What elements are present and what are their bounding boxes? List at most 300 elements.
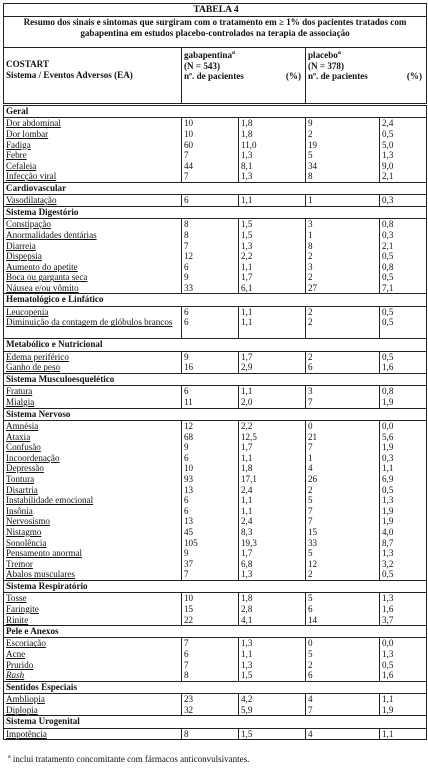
- column-header-gabapentina: [182, 48, 306, 105]
- event-name-cell: Dor abdominal: [4, 118, 182, 129]
- gabapentina-count-cell: 7: [182, 569, 239, 580]
- section-row: [4, 626, 427, 638]
- event-name-cell: Incoordenação: [4, 453, 182, 464]
- table-row: [4, 604, 427, 615]
- placebo-count-cell: 26: [306, 474, 380, 485]
- placebo-pct-cell: 8,7: [380, 538, 427, 549]
- event-name-cell: Rash: [4, 670, 182, 681]
- event-name-cell: Diplopia: [4, 705, 182, 716]
- gabapentina-pct-cell: 11,0: [239, 140, 306, 151]
- gabapentina-count-cell: 9: [182, 272, 239, 283]
- placebo-pct-cell: 0,5: [380, 660, 427, 671]
- placebo-count-cell: 8: [306, 171, 380, 182]
- event-name-cell: Constipação: [4, 219, 182, 230]
- gabapentina-pct-cell: 6,1: [239, 283, 306, 294]
- event-name-cell: Instabilidade emocional: [4, 495, 182, 506]
- table-row: [4, 569, 427, 580]
- placebo-pct-cell: 3,2: [380, 559, 427, 570]
- placebo-count-cell: 7: [306, 516, 380, 527]
- table-row: [4, 593, 427, 604]
- event-name-cell: Ambliopia: [4, 694, 182, 705]
- placebo-pct-cell: 0,0: [380, 421, 427, 432]
- gabapentina-pct-cell: 1,1: [239, 495, 306, 506]
- placebo-count-cell: 2: [306, 306, 380, 317]
- gabapentina-count-cell: 12: [182, 251, 239, 262]
- table-row: [4, 548, 427, 559]
- placebo-pct-cell: 0,5: [380, 485, 427, 496]
- gabapentina-count-cell: 6: [182, 506, 239, 517]
- table-row: [4, 317, 427, 339]
- table-row: [4, 705, 427, 716]
- gabapentina-pct-cell: 1,3: [239, 569, 306, 580]
- table-row: [4, 694, 427, 705]
- placebo-pct-cell: 1,9: [380, 397, 427, 408]
- placebo-count-cell: 2: [306, 485, 380, 496]
- placebo-pct-cell: 1,6: [380, 604, 427, 615]
- table-row: [4, 615, 427, 626]
- table-row: [4, 118, 427, 129]
- placebo-count-cell: 4: [306, 694, 380, 705]
- table-row: [4, 241, 427, 252]
- placebo-pct-cell: 0,3: [380, 195, 427, 207]
- placebo-count-cell: 2: [306, 251, 380, 262]
- placebo-pct-cell: 7,1: [380, 283, 427, 294]
- placebo-count-cell: 19: [306, 140, 380, 151]
- gabapentina-pct-cell: 1,3: [239, 150, 306, 161]
- gabapentina-pct-cell: 19,3: [239, 538, 306, 549]
- gabapentina-count-cell: 45: [182, 527, 239, 538]
- gabapentina-count-cell: 11: [182, 397, 239, 408]
- placebo-pct-cell: 0,5: [380, 129, 427, 140]
- placebo-pct-cell: 0,8: [380, 219, 427, 230]
- table-row: [4, 230, 427, 241]
- section-row: [4, 105, 427, 118]
- gabapentina-pct-cell: 1,1: [239, 317, 306, 339]
- section-row: [4, 716, 427, 728]
- table-row: [4, 161, 427, 172]
- placebo-pct-cell: 0,5: [380, 306, 427, 317]
- placebo-count-cell: 2: [306, 129, 380, 140]
- gabapentina-pct-cell: 1,1: [239, 195, 306, 207]
- gabapentina-pct-cell: 1,1: [239, 649, 306, 660]
- event-name-cell: Nistagmo: [4, 527, 182, 538]
- event-name-cell: Insônia: [4, 506, 182, 517]
- event-name-cell: Dor lombar: [4, 129, 182, 140]
- table-row: [4, 474, 427, 485]
- event-name-cell: Depressão: [4, 463, 182, 474]
- gabapentina-count-cell: 7: [182, 171, 239, 182]
- section-heading: Sistema Nervoso: [4, 408, 427, 420]
- placebo-pct-cell: 2,1: [380, 171, 427, 182]
- gabapentina-count-cell: 10: [182, 463, 239, 474]
- placebo-pct-cell: 3,7: [380, 615, 427, 626]
- gabapentina-pct-cell: 1,7: [239, 351, 306, 362]
- placebo-pct-cell: 0,5: [380, 569, 427, 580]
- gabapentina-pct-cell: 2,9: [239, 362, 306, 373]
- event-name-cell: Boca ou garganta seca: [4, 272, 182, 283]
- table-row: [4, 649, 427, 660]
- placebo-count-cell: 5: [306, 495, 380, 506]
- placebo-count-cell: 21: [306, 432, 380, 443]
- gabapentina-count-cell: 8: [182, 670, 239, 681]
- placebo-count-cell: 5: [306, 649, 380, 660]
- table-row: [4, 442, 427, 453]
- gabapentina-pct-cell: 6,8: [239, 559, 306, 570]
- placebo-count-cell: 15: [306, 527, 380, 538]
- event-name-cell: Confusão: [4, 442, 182, 453]
- event-name-cell: Cefaleia: [4, 161, 182, 172]
- placebo-pct-cell: 1,9: [380, 442, 427, 453]
- placebo-count-cell: 12: [306, 559, 380, 570]
- gabapentina-pct-cell: 8,1: [239, 161, 306, 172]
- drug-b-pct-label: (%): [406, 71, 423, 82]
- gabapentina-count-cell: 8: [182, 230, 239, 241]
- gabapentina-pct-cell: 1,5: [239, 219, 306, 230]
- event-name-cell: Sonolência: [4, 538, 182, 549]
- event-name-cell: Tontura: [4, 474, 182, 485]
- gabapentina-count-cell: 8: [182, 219, 239, 230]
- gabapentina-pct-cell: 1,5: [239, 728, 306, 740]
- section-heading: Sistema Respiratório: [4, 580, 427, 592]
- placebo-pct-cell: 1,3: [380, 150, 427, 161]
- table-row: [4, 397, 427, 408]
- placebo-count-cell: 6: [306, 670, 380, 681]
- gabapentina-pct-cell: 1,1: [239, 453, 306, 464]
- placebo-count-cell: 27: [306, 283, 380, 294]
- placebo-count-cell: 2: [306, 317, 380, 339]
- placebo-pct-cell: 1,1: [380, 463, 427, 474]
- gabapentina-count-cell: 9: [182, 548, 239, 559]
- gabapentina-count-cell: 8: [182, 728, 239, 740]
- placebo-count-cell: 33: [306, 538, 380, 549]
- section-heading: Sistema Urogenital: [4, 716, 427, 728]
- placebo-count-cell: 1: [306, 230, 380, 241]
- event-name-cell: Escoriação: [4, 638, 182, 649]
- table-row: [4, 728, 427, 740]
- event-name-cell: Fadiga: [4, 140, 182, 151]
- section-row: [4, 374, 427, 386]
- event-name-cell: Anormalidades dentárias: [4, 230, 182, 241]
- gabapentina-pct-cell: 4,1: [239, 615, 306, 626]
- costart-label: COSTART: [6, 59, 49, 69]
- placebo-count-cell: 6: [306, 604, 380, 615]
- placebo-pct-cell: 1,6: [380, 670, 427, 681]
- event-name-cell: Abalos musculares: [4, 569, 182, 580]
- gabapentina-count-cell: 37: [182, 559, 239, 570]
- gabapentina-pct-cell: 1,8: [239, 129, 306, 140]
- section-heading: Sentidos Especiais: [4, 681, 427, 693]
- gabapentina-count-cell: 6: [182, 262, 239, 273]
- gabapentina-count-cell: 44: [182, 161, 239, 172]
- placebo-count-cell: 2: [306, 569, 380, 580]
- gabapentina-pct-cell: 1,1: [239, 386, 306, 397]
- event-name-cell: Faringite: [4, 604, 182, 615]
- gabapentina-count-cell: 22: [182, 615, 239, 626]
- gabapentina-pct-cell: 1,1: [239, 262, 306, 273]
- placebo-pct-cell: 0,3: [380, 453, 427, 464]
- table-row: [4, 219, 427, 230]
- drug-b-superscript: a: [337, 50, 341, 56]
- gabapentina-count-cell: 60: [182, 140, 239, 151]
- placebo-count-cell: 3: [306, 386, 380, 397]
- event-name-cell: Disartria: [4, 485, 182, 496]
- table-row: [4, 453, 427, 464]
- gabapentina-pct-cell: 1,1: [239, 506, 306, 517]
- drug-a-name: gabapentina: [184, 50, 233, 61]
- table-row: [4, 432, 427, 443]
- section-heading: Pele e Anexos: [4, 626, 427, 638]
- event-name-cell: Tremor: [4, 559, 182, 570]
- column-header-placebo: [306, 48, 427, 105]
- placebo-count-cell: 4: [306, 728, 380, 740]
- gabapentina-count-cell: 15: [182, 604, 239, 615]
- gabapentina-pct-cell: 1,3: [239, 241, 306, 252]
- table-row: [4, 306, 427, 317]
- section-row: [4, 339, 427, 351]
- gabapentina-count-cell: 12: [182, 421, 239, 432]
- placebo-count-cell: 9: [306, 118, 380, 129]
- footnote-marker: a: [8, 754, 11, 760]
- placebo-count-cell: 2: [306, 660, 380, 671]
- placebo-pct-cell: 1,9: [380, 516, 427, 527]
- gabapentina-pct-cell: 1,1: [239, 306, 306, 317]
- gabapentina-pct-cell: 2,4: [239, 485, 306, 496]
- gabapentina-count-cell: 7: [182, 241, 239, 252]
- gabapentina-pct-cell: 5,9: [239, 705, 306, 716]
- table-row: [4, 538, 427, 549]
- section-heading: Hematológico e Linfático: [4, 294, 427, 306]
- gabapentina-pct-cell: 1,5: [239, 670, 306, 681]
- event-name-cell: Febre: [4, 150, 182, 161]
- section-row: [4, 182, 427, 194]
- table-row: [4, 171, 427, 182]
- drug-b-count-label: nº. de pacientes: [308, 71, 368, 82]
- table-row: [4, 262, 427, 273]
- event-name-cell: Infecção viral: [4, 171, 182, 182]
- gabapentina-count-cell: 6: [182, 306, 239, 317]
- table-row: [4, 362, 427, 373]
- placebo-count-cell: 7: [306, 397, 380, 408]
- section-heading: Cardiovascular: [4, 182, 427, 194]
- gabapentina-count-cell: 6: [182, 317, 239, 339]
- section-row: [4, 580, 427, 592]
- gabapentina-count-cell: 23: [182, 694, 239, 705]
- gabapentina-pct-cell: 1,7: [239, 272, 306, 283]
- placebo-count-cell: 5: [306, 548, 380, 559]
- table-row: [4, 506, 427, 517]
- table-row: [4, 272, 427, 283]
- gabapentina-count-cell: 9: [182, 442, 239, 453]
- event-name-cell: Tosse: [4, 593, 182, 604]
- placebo-pct-cell: 0,0: [380, 638, 427, 649]
- section-row: [4, 681, 427, 693]
- gabapentina-pct-cell: 1,8: [239, 463, 306, 474]
- drug-a-pct-label: (%): [285, 71, 301, 82]
- gabapentina-count-cell: 93: [182, 474, 239, 485]
- event-name-cell: Rinite: [4, 615, 182, 626]
- event-name-cell: Ataxia: [4, 432, 182, 443]
- event-name-cell: Leucopenia: [4, 306, 182, 317]
- event-name-cell: Ganho de peso: [4, 362, 182, 373]
- column-header-system: [4, 48, 182, 105]
- event-name-cell: Acne: [4, 649, 182, 660]
- placebo-pct-cell: 1,3: [380, 495, 427, 506]
- table-title: TABELA 4: [4, 4, 427, 17]
- table-row: [4, 195, 427, 207]
- section-heading: Metabólico e Nutricional: [4, 339, 427, 351]
- placebo-count-cell: 0: [306, 638, 380, 649]
- section-heading: Geral: [4, 105, 427, 118]
- event-name-cell: Fratura: [4, 386, 182, 397]
- gabapentina-pct-cell: 1,3: [239, 171, 306, 182]
- event-name-cell: Impotência: [4, 728, 182, 740]
- section-row: [4, 294, 427, 306]
- placebo-pct-cell: 1,3: [380, 548, 427, 559]
- gabapentina-count-cell: 6: [182, 649, 239, 660]
- placebo-pct-cell: 1,3: [380, 649, 427, 660]
- gabapentina-count-cell: 9: [182, 351, 239, 362]
- placebo-count-cell: 14: [306, 615, 380, 626]
- drug-a-n: (N = 543): [184, 60, 220, 71]
- placebo-pct-cell: 1,9: [380, 506, 427, 517]
- table-row: [4, 670, 427, 681]
- table-row: [4, 559, 427, 570]
- placebo-pct-cell: 2,1: [380, 241, 427, 252]
- placebo-count-cell: 3: [306, 219, 380, 230]
- gabapentina-pct-cell: 4,2: [239, 694, 306, 705]
- gabapentina-count-cell: 16: [182, 362, 239, 373]
- footnote: [8, 754, 249, 764]
- placebo-pct-cell: 1,1: [380, 728, 427, 740]
- section-row: [4, 206, 427, 218]
- gabapentina-count-cell: 6: [182, 453, 239, 464]
- section-heading: Sistema Digestório: [4, 206, 427, 218]
- gabapentina-pct-cell: 1,8: [239, 118, 306, 129]
- gabapentina-pct-cell: 2,4: [239, 516, 306, 527]
- gabapentina-count-cell: 10: [182, 129, 239, 140]
- placebo-pct-cell: 1,3: [380, 593, 427, 604]
- event-name-cell: Edema periférico: [4, 351, 182, 362]
- placebo-pct-cell: 0,3: [380, 230, 427, 241]
- gabapentina-count-cell: 6: [182, 386, 239, 397]
- section-heading: Sistema Musculoesquelético: [4, 374, 427, 386]
- placebo-pct-cell: 9,0: [380, 161, 427, 172]
- event-name-cell: Nervosismo: [4, 516, 182, 527]
- placebo-pct-cell: 0,5: [380, 272, 427, 283]
- event-name-cell: Prurido: [4, 660, 182, 671]
- drug-a-superscript: a: [232, 50, 236, 56]
- table-row: [4, 527, 427, 538]
- table-row: [4, 150, 427, 161]
- placebo-count-cell: 5: [306, 150, 380, 161]
- event-name-cell: Mialgia: [4, 397, 182, 408]
- gabapentina-pct-cell: 2,2: [239, 251, 306, 262]
- gabapentina-count-cell: 6: [182, 195, 239, 207]
- placebo-pct-cell: 1,6: [380, 362, 427, 373]
- placebo-pct-cell: 1,1: [380, 694, 427, 705]
- placebo-pct-cell: 4,0: [380, 527, 427, 538]
- placebo-count-cell: 2: [306, 351, 380, 362]
- gabapentina-count-cell: 7: [182, 660, 239, 671]
- gabapentina-count-cell: 68: [182, 432, 239, 443]
- table-row: [4, 495, 427, 506]
- gabapentina-pct-cell: 1,5: [239, 230, 306, 241]
- table-row: [4, 463, 427, 474]
- placebo-count-cell: 4: [306, 463, 380, 474]
- gabapentina-count-cell: 33: [182, 283, 239, 294]
- placebo-count-cell: 1: [306, 195, 380, 207]
- event-name-cell: Diarreia: [4, 241, 182, 252]
- gabapentina-count-cell: 7: [182, 150, 239, 161]
- placebo-count-cell: 7: [306, 442, 380, 453]
- placebo-pct-cell: 2,4: [380, 118, 427, 129]
- placebo-count-cell: 1: [306, 453, 380, 464]
- drug-b-name: placebo: [308, 50, 338, 61]
- placebo-pct-cell: 6,9: [380, 474, 427, 485]
- placebo-count-cell: 2: [306, 272, 380, 283]
- placebo-pct-cell: 0,8: [380, 262, 427, 273]
- event-name-cell: Amnésia: [4, 421, 182, 432]
- placebo-pct-cell: 5,6: [380, 432, 427, 443]
- gabapentina-count-cell: 7: [182, 638, 239, 649]
- gabapentina-pct-cell: 2,8: [239, 604, 306, 615]
- placebo-count-cell: 6: [306, 362, 380, 373]
- placebo-count-cell: 3: [306, 262, 380, 273]
- gabapentina-count-cell: 32: [182, 705, 239, 716]
- table-subtitle: Resumo dos sinais e sintomas que surgiram com o tratamento em ≥ 1% dos pacientes tratados com gabapentina em estudos placebo-controlados na terapia de associação: [4, 17, 427, 48]
- placebo-count-cell: 5: [306, 593, 380, 604]
- gabapentina-pct-cell: 2,2: [239, 421, 306, 432]
- placebo-pct-cell: 5,0: [380, 140, 427, 151]
- gabapentina-pct-cell: 17,1: [239, 474, 306, 485]
- gabapentina-pct-cell: 1,3: [239, 638, 306, 649]
- placebo-pct-cell: 0,5: [380, 351, 427, 362]
- gabapentina-pct-cell: 1,7: [239, 548, 306, 559]
- drug-a-count-label: nº. de pacientes: [184, 71, 244, 82]
- placebo-count-cell: 0: [306, 421, 380, 432]
- event-name-cell: Pensamento anormal: [4, 548, 182, 559]
- drug-b-n: (N = 378): [308, 60, 344, 71]
- gabapentina-pct-cell: 1,7: [239, 442, 306, 453]
- gabapentina-count-cell: 13: [182, 516, 239, 527]
- system-label: Sistema / Eventos Adversos (EA): [6, 69, 133, 80]
- gabapentina-count-cell: 105: [182, 538, 239, 549]
- event-name-cell: Vasodilatação: [4, 195, 182, 207]
- placebo-count-cell: 7: [306, 506, 380, 517]
- section-row: [4, 408, 427, 420]
- table-row: [4, 485, 427, 496]
- event-name-cell: Aumento do apetite: [4, 262, 182, 273]
- placebo-pct-cell: 0,5: [380, 317, 427, 339]
- table-row: [4, 129, 427, 140]
- placebo-pct-cell: 0,5: [380, 251, 427, 262]
- gabapentina-count-cell: 10: [182, 593, 239, 604]
- table-row: [4, 283, 427, 294]
- table-row: [4, 386, 427, 397]
- gabapentina-pct-cell: 2,0: [239, 397, 306, 408]
- table-row: [4, 140, 427, 151]
- event-name-cell: Diminuição da contagem de glóbulos brancos: [4, 317, 182, 339]
- gabapentina-count-cell: 6: [182, 495, 239, 506]
- gabapentina-pct-cell: 12,5: [239, 432, 306, 443]
- table-row: [4, 251, 427, 262]
- placebo-count-cell: 34: [306, 161, 380, 172]
- placebo-count-cell: 7: [306, 705, 380, 716]
- event-name-cell: Náusea e/ou vômito: [4, 283, 182, 294]
- adverse-events-table: [3, 3, 427, 740]
- gabapentina-count-cell: 13: [182, 485, 239, 496]
- table-row: [4, 660, 427, 671]
